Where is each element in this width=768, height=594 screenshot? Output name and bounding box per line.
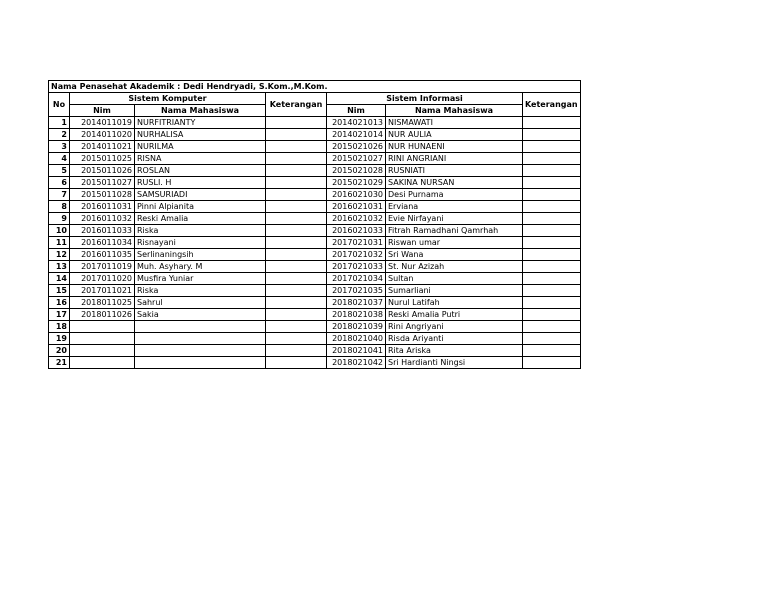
table-row — [49, 165, 581, 177]
keterangan-sistem-komputer — [266, 165, 327, 177]
table-row — [49, 177, 581, 189]
table-row — [49, 237, 581, 249]
name-sistem-informasi: Sri Hardianti Ningsi — [386, 357, 523, 369]
keterangan-sistem-informasi — [523, 189, 581, 201]
row-number: 7 — [49, 189, 70, 201]
nim-sistem-komputer: 2016011031 — [70, 201, 135, 213]
row-number: 11 — [49, 237, 70, 249]
table-row — [49, 285, 581, 297]
name-sistem-komputer — [135, 345, 266, 357]
nim-sistem-komputer — [70, 333, 135, 345]
nim-sistem-komputer: 2018011026 — [70, 309, 135, 321]
keterangan-sistem-komputer — [266, 117, 327, 129]
name-sistem-komputer: Pinni Alpianita — [135, 201, 266, 213]
nim-sistem-informasi: 2018021038 — [327, 309, 386, 321]
keterangan-sistem-informasi — [523, 309, 581, 321]
name-sistem-informasi: Risda Ariyanti — [386, 333, 523, 345]
name-sistem-informasi: NISMAWATI — [386, 117, 523, 129]
name-sistem-komputer — [135, 357, 266, 369]
table-row — [49, 129, 581, 141]
nim-sistem-komputer: 2014011019 — [70, 117, 135, 129]
nim-sistem-informasi: 2016021030 — [327, 189, 386, 201]
row-number: 1 — [49, 117, 70, 129]
keterangan-sistem-informasi — [523, 321, 581, 333]
row-number: 12 — [49, 249, 70, 261]
name-sistem-komputer: Muh. Asyhary. M — [135, 261, 266, 273]
nim-sistem-komputer: 2017011021 — [70, 285, 135, 297]
name-sistem-informasi: RINI ANGRIANI — [386, 153, 523, 165]
keterangan-sistem-informasi — [523, 357, 581, 369]
keterangan-sistem-komputer — [266, 261, 327, 273]
nim-sistem-informasi: 2017021035 — [327, 285, 386, 297]
name-sistem-komputer: RISNA — [135, 153, 266, 165]
name-sistem-informasi: St. Nur Azizah — [386, 261, 523, 273]
keterangan-sistem-komputer — [266, 189, 327, 201]
nim-sistem-komputer: 2017011020 — [70, 273, 135, 285]
table-row — [49, 333, 581, 345]
keterangan-sistem-informasi — [523, 285, 581, 297]
table-row — [49, 249, 581, 261]
nim-sistem-informasi: 2015021028 — [327, 165, 386, 177]
keterangan-sistem-informasi — [523, 117, 581, 129]
nim-sistem-informasi: 2018021042 — [327, 357, 386, 369]
nim-sistem-informasi: 2014021014 — [327, 129, 386, 141]
name-sistem-informasi: Desi Purnama — [386, 189, 523, 201]
name-sistem-informasi: Fitrah Ramadhani Qamrhah — [386, 225, 523, 237]
name-sistem-informasi: SAKINA NURSAN — [386, 177, 523, 189]
header-nim-2: Nim — [327, 105, 386, 117]
nim-sistem-informasi: 2017021034 — [327, 273, 386, 285]
nim-sistem-komputer — [70, 345, 135, 357]
row-number: 15 — [49, 285, 70, 297]
keterangan-sistem-informasi — [523, 201, 581, 213]
nim-sistem-informasi: 2015021026 — [327, 141, 386, 153]
row-number: 14 — [49, 273, 70, 285]
keterangan-sistem-komputer — [266, 177, 327, 189]
name-sistem-komputer — [135, 321, 266, 333]
name-sistem-informasi: Riswan umar — [386, 237, 523, 249]
table-row — [49, 189, 581, 201]
table-body — [49, 81, 581, 369]
name-sistem-informasi: Erviana — [386, 201, 523, 213]
name-sistem-komputer: Sahrul — [135, 297, 266, 309]
table-row — [49, 321, 581, 333]
nim-sistem-informasi: 2018021037 — [327, 297, 386, 309]
header-keterangan-1: Keterangan — [266, 93, 327, 117]
nim-sistem-informasi: 2018021040 — [327, 333, 386, 345]
name-sistem-komputer: Reski Amalia — [135, 213, 266, 225]
row-number: 5 — [49, 165, 70, 177]
row-number: 9 — [49, 213, 70, 225]
nim-sistem-komputer: 2016011034 — [70, 237, 135, 249]
name-sistem-informasi: Reski Amalia Putri — [386, 309, 523, 321]
table-row — [49, 309, 581, 321]
row-number: 4 — [49, 153, 70, 165]
name-sistem-informasi: RUSNIATI — [386, 165, 523, 177]
table-row — [49, 273, 581, 285]
name-sistem-komputer: NURILMA — [135, 141, 266, 153]
nim-sistem-informasi: 2017021032 — [327, 249, 386, 261]
header-nama-1: Nama Mahasiswa — [135, 105, 266, 117]
table-row — [49, 141, 581, 153]
keterangan-sistem-komputer — [266, 273, 327, 285]
header-no: No — [49, 93, 70, 117]
table-row — [49, 213, 581, 225]
row-number: 13 — [49, 261, 70, 273]
keterangan-sistem-komputer — [266, 333, 327, 345]
keterangan-sistem-informasi — [523, 225, 581, 237]
name-sistem-informasi: Sri Wana — [386, 249, 523, 261]
row-number: 10 — [49, 225, 70, 237]
name-sistem-komputer: ROSLAN — [135, 165, 266, 177]
name-sistem-informasi: Rita Ariska — [386, 345, 523, 357]
keterangan-sistem-komputer — [266, 321, 327, 333]
nim-sistem-informasi: 2016021031 — [327, 201, 386, 213]
advisor-title: Nama Penasehat Akademik : Dedi Hendryadi, S.Kom.,M.Kom. — [49, 81, 581, 93]
name-sistem-komputer: Musfira Yuniar — [135, 273, 266, 285]
keterangan-sistem-komputer — [266, 249, 327, 261]
nim-sistem-informasi: 2015021027 — [327, 153, 386, 165]
nim-sistem-komputer: 2015011028 — [70, 189, 135, 201]
nim-sistem-komputer: 2016011035 — [70, 249, 135, 261]
header-nim-1: Nim — [70, 105, 135, 117]
row-number: 20 — [49, 345, 70, 357]
nim-sistem-informasi: 2018021039 — [327, 321, 386, 333]
keterangan-sistem-komputer — [266, 297, 327, 309]
table-row — [49, 153, 581, 165]
nim-sistem-komputer: 2016011033 — [70, 225, 135, 237]
keterangan-sistem-komputer — [266, 213, 327, 225]
nim-sistem-komputer: 2018011025 — [70, 297, 135, 309]
nim-sistem-informasi: 2014021013 — [327, 117, 386, 129]
name-sistem-komputer: Sakia — [135, 309, 266, 321]
keterangan-sistem-komputer — [266, 129, 327, 141]
keterangan-sistem-informasi — [523, 141, 581, 153]
nim-sistem-komputer: 2017011019 — [70, 261, 135, 273]
table-row — [49, 117, 581, 129]
nim-sistem-informasi: 2017021033 — [327, 261, 386, 273]
nim-sistem-komputer — [70, 357, 135, 369]
header-nama-2: Nama Mahasiswa — [386, 105, 523, 117]
row-number: 8 — [49, 201, 70, 213]
name-sistem-komputer: SAMSURIADI — [135, 189, 266, 201]
nim-sistem-komputer: 2015011025 — [70, 153, 135, 165]
keterangan-sistem-informasi — [523, 249, 581, 261]
nim-sistem-komputer — [70, 321, 135, 333]
keterangan-sistem-informasi — [523, 345, 581, 357]
table-row — [49, 261, 581, 273]
advisor-student-table — [48, 80, 581, 369]
keterangan-sistem-komputer — [266, 141, 327, 153]
keterangan-sistem-komputer — [266, 357, 327, 369]
row-number: 17 — [49, 309, 70, 321]
name-sistem-informasi: Nurul Latifah — [386, 297, 523, 309]
name-sistem-komputer: Serlinaningsih — [135, 249, 266, 261]
name-sistem-informasi: Sumarliani — [386, 285, 523, 297]
name-sistem-informasi: Sultan — [386, 273, 523, 285]
keterangan-sistem-komputer — [266, 201, 327, 213]
keterangan-sistem-informasi — [523, 297, 581, 309]
row-number: 3 — [49, 141, 70, 153]
name-sistem-komputer — [135, 333, 266, 345]
name-sistem-komputer: Risnayani — [135, 237, 266, 249]
name-sistem-informasi: Evie Nirfayani — [386, 213, 523, 225]
name-sistem-informasi: NUR HUNAENI — [386, 141, 523, 153]
keterangan-sistem-informasi — [523, 333, 581, 345]
row-number: 6 — [49, 177, 70, 189]
table-row — [49, 297, 581, 309]
row-number: 2 — [49, 129, 70, 141]
keterangan-sistem-komputer — [266, 285, 327, 297]
keterangan-sistem-informasi — [523, 237, 581, 249]
header-keterangan-2: Keterangan — [523, 93, 581, 117]
name-sistem-informasi: NUR AULIA — [386, 129, 523, 141]
name-sistem-komputer: Riska — [135, 285, 266, 297]
nim-sistem-informasi: 2015021029 — [327, 177, 386, 189]
nim-sistem-komputer: 2014011020 — [70, 129, 135, 141]
keterangan-sistem-informasi — [523, 129, 581, 141]
nim-sistem-komputer: 2016011032 — [70, 213, 135, 225]
keterangan-sistem-informasi — [523, 273, 581, 285]
row-number: 19 — [49, 333, 70, 345]
header-sistem-komputer: Sistem Komputer — [70, 93, 266, 105]
row-number: 16 — [49, 297, 70, 309]
nim-sistem-informasi: 2018021041 — [327, 345, 386, 357]
keterangan-sistem-informasi — [523, 213, 581, 225]
table-row — [49, 225, 581, 237]
keterangan-sistem-komputer — [266, 225, 327, 237]
name-sistem-komputer: Riska — [135, 225, 266, 237]
name-sistem-informasi: Rini Angriyani — [386, 321, 523, 333]
keterangan-sistem-komputer — [266, 153, 327, 165]
row-number: 21 — [49, 357, 70, 369]
keterangan-sistem-komputer — [266, 345, 327, 357]
header-row-1 — [49, 93, 581, 105]
nim-sistem-informasi: 2017021031 — [327, 237, 386, 249]
keterangan-sistem-informasi — [523, 261, 581, 273]
name-sistem-komputer: RUSLI. H — [135, 177, 266, 189]
nim-sistem-komputer: 2014011021 — [70, 141, 135, 153]
table-row — [49, 345, 581, 357]
name-sistem-komputer: NURFITRIANTY — [135, 117, 266, 129]
keterangan-sistem-komputer — [266, 237, 327, 249]
nim-sistem-komputer: 2015011027 — [70, 177, 135, 189]
table-row — [49, 201, 581, 213]
row-number: 18 — [49, 321, 70, 333]
keterangan-sistem-informasi — [523, 165, 581, 177]
title-row — [49, 81, 581, 93]
nim-sistem-informasi: 2016021033 — [327, 225, 386, 237]
nim-sistem-komputer: 2015011026 — [70, 165, 135, 177]
keterangan-sistem-komputer — [266, 309, 327, 321]
keterangan-sistem-informasi — [523, 153, 581, 165]
keterangan-sistem-informasi — [523, 177, 581, 189]
nim-sistem-informasi: 2016021032 — [327, 213, 386, 225]
name-sistem-komputer: NURHALISA — [135, 129, 266, 141]
table-row — [49, 357, 581, 369]
header-sistem-informasi: Sistem Informasi — [327, 93, 523, 105]
